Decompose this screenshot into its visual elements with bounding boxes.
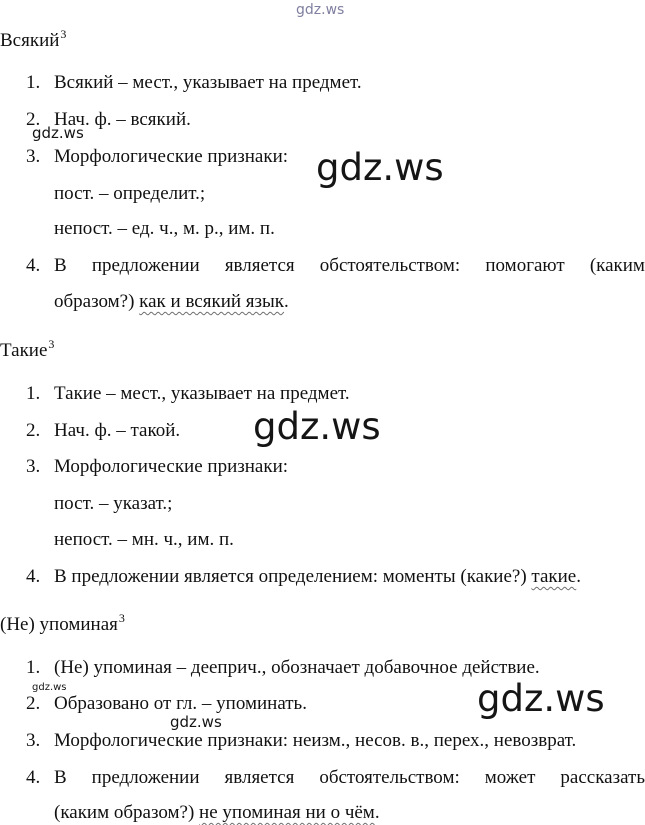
superscript: 3 [60, 27, 67, 41]
watermark-tiny: gdz.ws [32, 682, 67, 693]
word: является [224, 767, 295, 788]
item-text [54, 566, 581, 588]
word: обстоятельством: [319, 255, 461, 276]
item-number: 4. [26, 767, 41, 788]
underlined-phrase: такие [531, 566, 577, 587]
item-text: Морфологические признаки: неизм., несов. в., перех., невозврат. [54, 730, 577, 751]
word: (каким [589, 255, 645, 276]
item-text: Всякий – мест., указывает на предмет. [54, 72, 362, 93]
watermark-large: gdz.ws [316, 146, 444, 189]
underlined-phrase: не упоминая ни о чём [199, 802, 375, 823]
word: обстоятельством: [319, 767, 460, 788]
item-number: 3. [26, 730, 41, 751]
text-prefix: (каким образом?) [54, 802, 200, 823]
text-suffix: . [284, 291, 289, 312]
sub-line: непост. – мн. ч., им. п. [54, 529, 234, 550]
word: предложении [91, 767, 200, 788]
watermark-small: gdz.ws [170, 713, 222, 731]
section-title: (Не) упоминая [0, 614, 118, 635]
item-text: Такие – мест., указывает на предмет. [54, 383, 350, 404]
item-number: 4. [26, 566, 41, 587]
item-number: 4. [26, 255, 41, 276]
word: рассказать [560, 767, 645, 788]
item-number: 2. [26, 109, 41, 130]
watermark-large: gdz.ws [477, 677, 605, 720]
item-text: Морфологические признаки: [54, 456, 289, 477]
word: является [224, 255, 295, 276]
section-heading [0, 337, 54, 362]
item-text: Морфологические признаки: [54, 146, 289, 167]
item-number: 1. [26, 383, 41, 404]
text-suffix: . [374, 802, 380, 823]
sub-line: пост. – определит.; [54, 183, 206, 204]
word: В [54, 767, 67, 788]
item-text: Нач. ф. – такой. [54, 420, 181, 441]
item-number: 3. [26, 146, 41, 167]
watermark-top: gdz.ws [296, 2, 345, 18]
item-text-continued [54, 291, 289, 313]
watermark-small: gdz.ws [32, 124, 84, 142]
item-number: 2. [26, 420, 41, 441]
item-text: Нач. ф. – всякий. [54, 109, 191, 130]
item-text-justified [54, 255, 645, 277]
word: может [484, 767, 536, 788]
superscript: 3 [48, 337, 55, 351]
item-number: 3. [26, 456, 41, 477]
underlined-phrase: как и всякий язык [139, 291, 285, 312]
item-text-continued [54, 802, 380, 824]
word: В [54, 255, 67, 276]
section-heading [0, 611, 125, 636]
sub-line: пост. – указат.; [54, 493, 173, 514]
item-text: Образовано от гл. – упоминать. [54, 693, 307, 714]
word: помогают [485, 255, 565, 276]
item-number: 2. [26, 693, 41, 714]
section-title: Такие [0, 340, 48, 361]
sub-line: непост. – ед. ч., м. р., им. п. [54, 218, 275, 239]
item-text-justified [54, 767, 645, 789]
superscript: 3 [118, 611, 125, 625]
item-number: 1. [26, 72, 41, 93]
word: предложении [91, 255, 200, 276]
text-prefix: В предложении является определением: моменты (какие?) [54, 566, 532, 587]
text-prefix: образом?) [54, 291, 140, 312]
section-heading [0, 27, 66, 52]
item-number: 1. [26, 657, 41, 678]
item-text: (Не) упоминая – дееприч., обозначает добавочное действие. [54, 657, 540, 678]
watermark-large: gdz.ws [253, 405, 381, 448]
section-title: Всякий [0, 30, 60, 51]
text-suffix: . [576, 566, 581, 587]
